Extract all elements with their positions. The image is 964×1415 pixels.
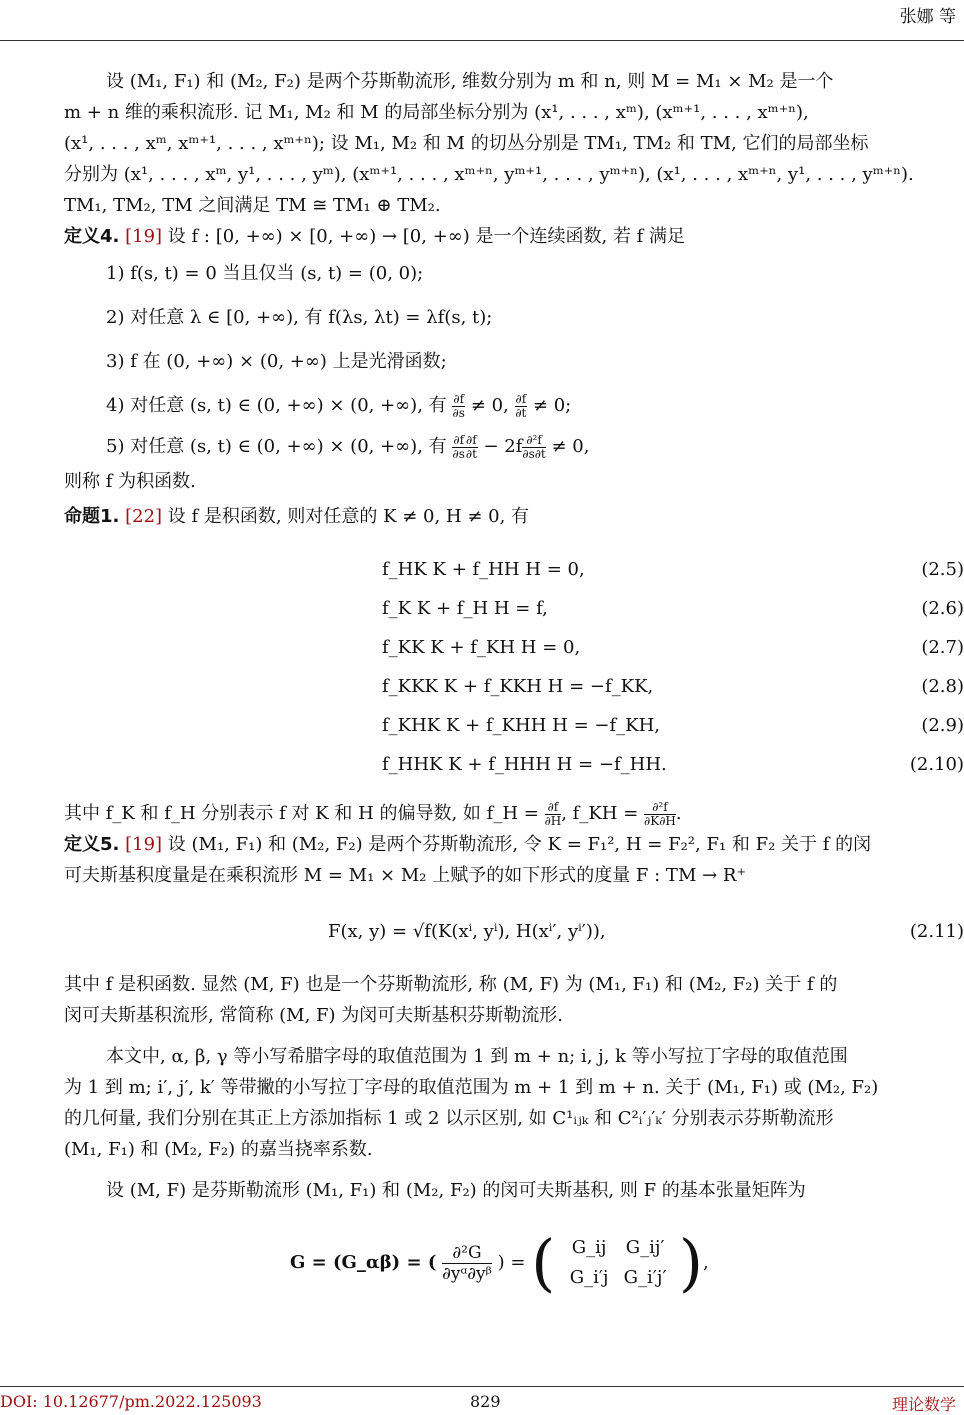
fraction-df-ds: [452, 434, 465, 461]
tensor-matrix: [561, 1233, 673, 1293]
proposition-1-text: 设 f 是积函数, 则对任意的 K ≠ 0, H ≠ 0, 有: [167, 506, 530, 527]
def4-item-5-text: 5) 对任意 (s, t) ∈ (0, +∞) × (0, +∞), 有: [106, 436, 447, 457]
equation-expr: F(x, y) = √f(K(xⁱ, yⁱ), H(xⁱ′, yⁱ′)),: [328, 921, 606, 942]
equation-number: (2.6): [921, 598, 964, 619]
citation-link-19[interactable]: [19]: [125, 226, 163, 247]
frac-num: ∂f: [453, 391, 465, 406]
definition-5-line-2: 可夫斯基积度量是在乘积流形 M = M₁ × M₂ 上赋予的如下形式的度量 F : TM → R⁺: [64, 865, 746, 886]
after-prop-end: .: [675, 803, 682, 824]
frac-den: ∂K∂H: [644, 813, 676, 828]
para-1-line-2: m + n 维的乘积流形. 记 M₁, M₂ 和 M 的局部坐标分别为 (x¹, . . . , xᵐ), (xᵐ⁺¹, . . . , xᵐ⁺ⁿ),: [64, 102, 809, 123]
after-proposition-text: [64, 798, 964, 829]
frac-den: ∂t: [515, 405, 527, 420]
equation-2-6: [64, 589, 964, 628]
para-1-line-4: 分别为 (x¹, . . . , xᵐ, y¹, . . . , yᵐ), (xᵐ⁺¹, . . . , xᵐ⁺ⁿ, yᵐ⁺¹, . . . , yᵐ⁺ⁿ), (x¹, . . . , xᵐ⁺ⁿ, y¹, . . . , yᵐ⁺ⁿ).: [64, 164, 914, 185]
def4-item-4-text: 4) 对任意 (s, t) ∈ (0, +∞) × (0, +∞), 有: [106, 395, 447, 416]
matrix-row: [561, 1263, 673, 1293]
frac-num: ∂f: [466, 432, 477, 447]
def4-closing: 则称 f 为积函数.: [64, 471, 196, 492]
para-1-line-3: (x¹, . . . , xᵐ, xᵐ⁺¹, . . . , xᵐ⁺ⁿ); 设 M₁, M₂ 和 M 的切丛分别是 TM₁, TM₂ 和 TM, 它们的局部坐标: [64, 133, 869, 154]
frac-num: ∂f: [453, 432, 465, 447]
def4-item-3: 3) f 在 (0, +∞) × (0, +∞) 上是光滑函数;: [106, 351, 447, 372]
frac-den: ∂t: [465, 446, 477, 461]
matrix-mid: ) =: [497, 1252, 526, 1273]
equation-expr: f_HHK K + f_HHH H = −f_HH.: [382, 754, 667, 775]
fraction-d2f-dsdt: [522, 434, 545, 461]
matrix-cell: G_i′j′: [623, 1267, 667, 1288]
frac-num: ∂f: [545, 801, 562, 815]
after-prop-text: 其中 f_K 和 f_H 分别表示 f 对 K 和 H 的偏导数, 如 f_H =: [64, 803, 539, 824]
matrix-row: [561, 1233, 673, 1263]
def4-item-1: 1) f(s, t) = 0 当且仅当 (s, t) = (0, 0);: [106, 263, 424, 284]
equation-expr: f_KKK K + f_KKH H = −f_KK,: [382, 676, 654, 697]
citation-link-22[interactable]: [22]: [125, 506, 163, 527]
definition-4: [64, 221, 964, 252]
frac-num: ∂²f: [644, 801, 676, 815]
definition-5-label: 定义5.: [64, 834, 120, 855]
matrix-cell: G_ij′: [625, 1237, 665, 1258]
matrix-lhs: G = (G_αβ) = (: [290, 1252, 437, 1273]
equation-2-10: [64, 745, 964, 784]
equation-number: (2.5): [921, 559, 964, 580]
citation-link-19[interactable]: [19]: [125, 834, 163, 855]
equation-2-7: [64, 628, 964, 667]
fraction-df-dH: [545, 801, 562, 828]
fraction-df-dt: [465, 434, 478, 461]
equation-expr: f_K K + f_H H = f,: [382, 598, 548, 619]
frac-num: ∂²f: [522, 434, 545, 448]
frac-den: ∂s: [452, 446, 465, 461]
fraction-d2f-dKdH: [644, 801, 676, 828]
doi-link[interactable]: DOI: 10.12677/pm.2022.125093: [0, 1392, 262, 1411]
header-rule: [0, 40, 964, 41]
matrix-cell: G_i′j: [569, 1267, 609, 1288]
equation-group-2-5-to-2-10: [64, 550, 964, 784]
frac-den: ∂yᵅ∂yᵝ: [442, 1263, 492, 1284]
fraction-d2G: [442, 1243, 492, 1284]
index-para-line-3: 的几何量, 我们分别在其正上方添加指标 1 或 2 以示区别, 如 C¹ᵢⱼₖ 和 C²ᵢ′ⱼ′ₖ′ 分别表示芬斯勒流形: [64, 1108, 834, 1129]
frac-num: ∂f: [515, 391, 527, 406]
frac-num: ∂²G: [442, 1243, 492, 1264]
tensor-para: 设 (M, F) 是芬斯勒流形 (M₁, F₁) 和 (M₂, F₂) 的闵可夫斯基积, 则 F 的基本张量矩阵为: [106, 1180, 806, 1201]
right-paren: ): [678, 1226, 704, 1299]
equation-expr: f_KHK K + f_KHH H = −f_KH,: [382, 715, 661, 736]
equation-group-2-11: [64, 907, 964, 957]
left-paren: (: [531, 1226, 556, 1299]
matrix-tail: ,: [703, 1252, 709, 1273]
def4-item-4-tail2: ≠ 0;: [532, 395, 572, 416]
def4-item-5-tail: − 2f: [483, 436, 523, 457]
equation-number: (2.8): [921, 676, 964, 697]
index-para-line-1: 本文中, α, β, γ 等小写希腊字母的取值范围为 1 到 m + n; i, j, k 等小写拉丁字母的取值范围: [106, 1046, 848, 1067]
matrix-equation-body: [290, 1218, 709, 1308]
footer-rule: [0, 1386, 964, 1387]
matrix-equation: [64, 1218, 964, 1308]
definition-4-text: 设 f : [0, +∞) × [0, +∞) → [0, +∞) 是一个连续函数, 若 f 满足: [167, 226, 686, 247]
equation-number: (2.11): [909, 921, 964, 942]
equation-expr: f_KK K + f_KH H = 0,: [382, 637, 581, 658]
fraction-df-dt: [515, 393, 528, 420]
frac-den: ∂s: [452, 405, 465, 420]
fraction-df-ds: [452, 393, 465, 420]
def4-item-4: [106, 384, 964, 428]
def4-item-2: 2) 对任意 λ ∈ [0, +∞), 有 f(λs, λt) = λf(s, t);: [106, 307, 493, 328]
page-body: [64, 66, 964, 1308]
definition-4-label: 定义4.: [64, 226, 120, 247]
equation-number: (2.9): [921, 715, 964, 736]
frac-den: ∂H: [544, 813, 562, 828]
def4-item-4-tail: ≠ 0,: [470, 395, 509, 416]
proposition-1: [64, 501, 964, 532]
definition-5-line-1: 设 (M₁, F₁) 和 (M₂, F₂) 是两个芬斯勒流形, 令 K = F₁², H = F₂², F₁ 和 F₂ 关于 f 的闵: [167, 834, 872, 855]
equation-number: (2.10): [909, 754, 964, 775]
matrix-cell: G_ij: [571, 1237, 607, 1258]
after-def5-line-2: 闵可夫斯基积流形, 常简称 (M, F) 为闵可夫斯基积芬斯勒流形.: [64, 1005, 564, 1026]
index-para-line-4: (M₁, F₁) 和 (M₂, F₂) 的嘉当挠率系数.: [64, 1139, 373, 1160]
equation-2-11: [64, 907, 964, 957]
running-header-author: 张娜 等: [899, 7, 956, 27]
after-prop-mid: , f_KH =: [561, 803, 639, 824]
definition-5: [64, 829, 964, 860]
after-def5-line-1: 其中 f 是积函数. 显然 (M, F) 也是一个芬斯勒流形, 称 (M, F) 为 (M₁, F₁) 和 (M₂, F₂) 关于 f 的: [64, 974, 838, 995]
page-number: 829: [470, 1392, 501, 1411]
def4-item-5: [106, 428, 964, 466]
index-para-line-2: 为 1 到 m; i′, j′, k′ 等带撇的小写拉丁字母的取值范围为 m + 1 到 m + n. 关于 (M₁, F₁) 或 (M₂, F₂): [64, 1077, 879, 1098]
equation-2-5: [64, 550, 964, 589]
proposition-1-label: 命题1.: [64, 506, 120, 527]
equation-2-8: [64, 667, 964, 706]
frac-den: ∂s∂t: [522, 446, 546, 461]
journal-name-link[interactable]: 理论数学: [891, 1395, 956, 1414]
equation-expr: f_HK K + f_HH H = 0,: [382, 559, 585, 580]
equation-2-9: [64, 706, 964, 745]
para-1-line-1: 设 (M₁, F₁) 和 (M₂, F₂) 是两个芬斯勒流形, 维数分别为 m 和 n, 则 M = M₁ × M₂ 是一个: [106, 71, 834, 92]
def4-item-5-tail2: ≠ 0,: [551, 436, 590, 457]
para-1-line-5: TM₁, TM₂, TM 之间满足 TM ≅ TM₁ ⊕ TM₂.: [64, 195, 441, 216]
equation-number: (2.7): [921, 637, 964, 658]
